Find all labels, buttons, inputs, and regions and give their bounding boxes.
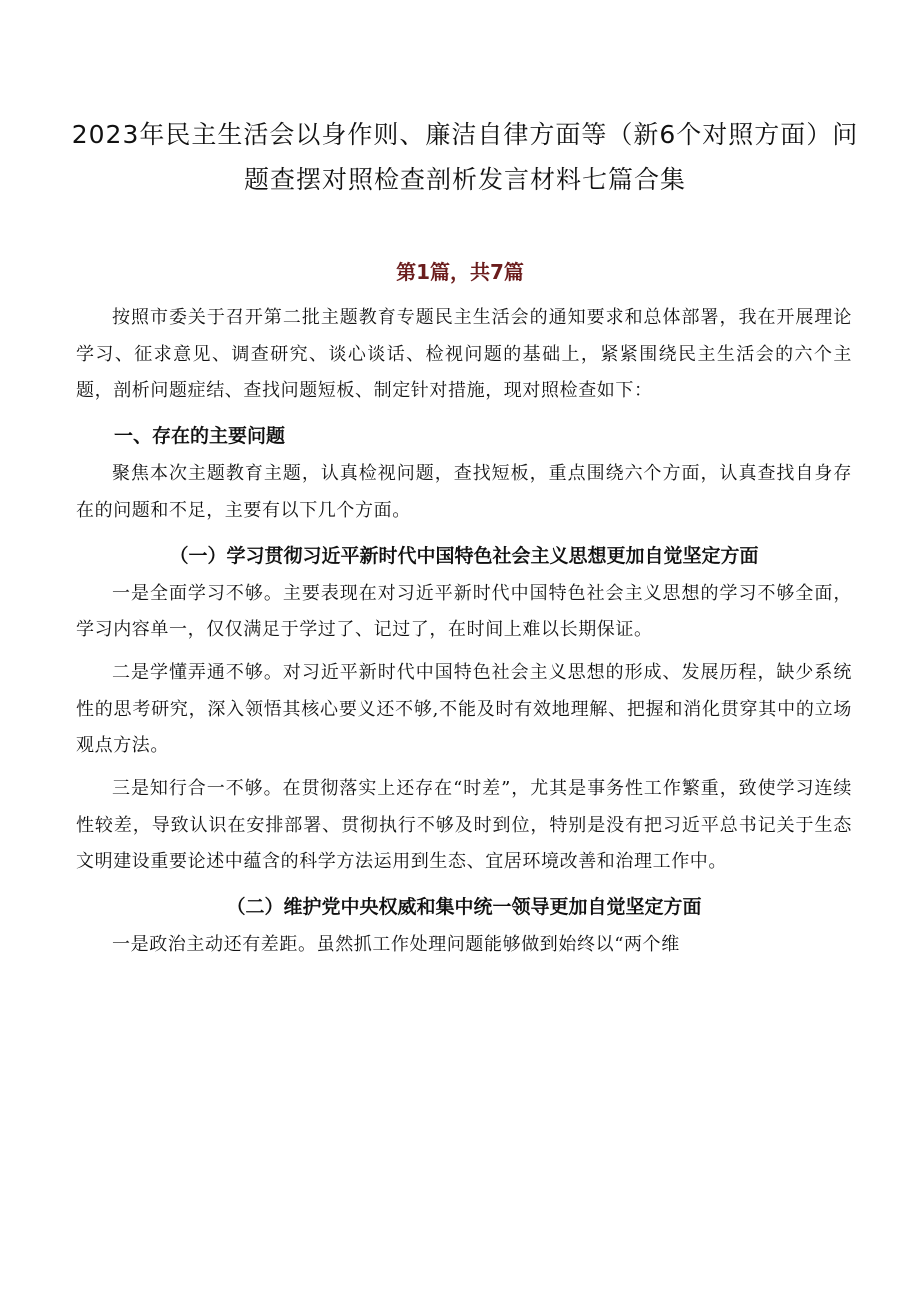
document-title: 2023年民主生活会以身作则、廉洁自律方面等（新6个对照方面）问题查摆对照检查剖析发言材料七篇合集: [71, 120, 859, 194]
intro-paragraph: 按照市委关于召开第二批主题教育专题民主生活会的通知要求和总体部署，我在开展理论学习、征求意见、调查研究、谈心谈话、检视问题的基础上，紧紧围绕民主生活会的六个主题，剖析问题症结、查找问题短板、制定针对措施，现对照检查如下：: [76, 307, 852, 402]
sub1-paragraph-2: 二是学懂弄通不够。对习近平新时代中国特色社会主义思想的形成、发展历程，缺少系统性的思考研究，深入领悟其核心要义还不够,不能及时有效地理解、把握和消化贯穿其中的立场观点方法。: [76, 661, 852, 757]
sub1-paragraph-1: 一是全面学习不够。主要表现在对习近平新时代中国特色社会主义思想的学习不够全面，学习内容单一，仅仅满足于学过了、记过了，在时间上难以长期保证。: [76, 582, 852, 641]
document-body: [76, 300, 852, 964]
subsection-heading-2: （二）维护党中央权威和集中统一领导更加自觉坚定方面: [226, 896, 702, 919]
sub1-paragraph-3: 三是知行合一不够。在贯彻落实上还存在“时差”，尤其是事务性工作繁重，致使学习连续性较差，导致认识在安排部署、贯彻执行不够及时到位，特别是没有把习近平总书记关于生态文明建设重要论述中蕴含的科学方法运用到生态、宜居环境改善和治理工作中。: [76, 778, 852, 873]
section1-intro-paragraph: 聚焦本次主题教育主题，认真检视问题，查找短板，重点围绕六个方面，认真查找自身存在的问题和不足，主要有以下几个方面。: [76, 463, 852, 521]
section-heading-problems: 一、存在的主要问题: [114, 425, 286, 448]
part-heading: 第1篇，共7篇: [396, 260, 524, 284]
subsection-heading-1: （一）学习贯彻习近平新时代中国特色社会主义思想更加自觉坚定方面: [169, 544, 759, 567]
sub2-paragraph-1: 一是政治主动还有差距。虽然抓工作处理问题能够做到始终以“两个维: [112, 934, 680, 956]
